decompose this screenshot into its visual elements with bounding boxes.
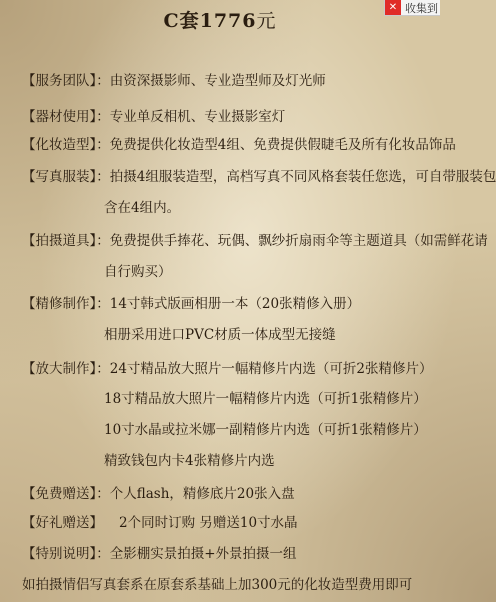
row-note-text: 全影棚实景拍摄+外景拍摄一组 bbox=[109, 546, 297, 562]
row-enlarge-line: 24寸精品放大照片一幅精修片内选（可折2张精修片） bbox=[109, 361, 433, 377]
package-title bbox=[0, 6, 440, 33]
collect-icon: ✕ bbox=[385, 0, 401, 15]
row-album-text: 14寸韩式版画相册一本（20张精修入册） bbox=[109, 296, 361, 312]
row-gift-label: 【好礼赠送】 bbox=[22, 515, 103, 531]
collect-badge[interactable] bbox=[384, 0, 440, 16]
row-costume bbox=[22, 168, 496, 186]
package-title-unit: 元 bbox=[256, 10, 277, 32]
row-makeup-text: 免费提供化妆造型4组、免费提供假睫毛及所有化妆品饰品 bbox=[109, 137, 456, 153]
row-makeup bbox=[22, 136, 456, 154]
row-gift-text: 2个同时订购 另赠送10寸水晶 bbox=[119, 515, 298, 531]
row-costume-label: 【写真服装】： bbox=[22, 169, 110, 185]
row-note-label: 【特别说明】： bbox=[22, 546, 110, 562]
row-album-cont: 相册采用进口PVC材质一体成型无接缝 bbox=[104, 327, 336, 343]
row-equipment-label: 【器材使用】： bbox=[22, 109, 110, 125]
row-enlarge-line: 10寸水晶或拉米娜一副精修片内选（可折1张精修片） bbox=[104, 422, 427, 438]
row-props-text: 免费提供手捧花、玩偶、飘纱折扇雨伞等主题道具（如需鲜花请 bbox=[109, 233, 488, 249]
row-free-gift-label: 【免费赠送】： bbox=[22, 486, 110, 502]
row-enlarge-label: 【放大制作】： bbox=[22, 361, 110, 377]
row-props-label: 【拍摄道具】： bbox=[22, 233, 110, 249]
row-album-label: 【精修制作】： bbox=[22, 296, 110, 312]
row-costume-cont: 含在4组内。 bbox=[104, 200, 181, 216]
row-equipment bbox=[22, 108, 285, 126]
row-enlarge-line: 精致钱包内卡4张精修片内选 bbox=[104, 453, 275, 469]
row-free-gift bbox=[22, 485, 295, 503]
row-enlarge bbox=[22, 360, 433, 378]
row-enlarge-line: 18寸精品放大照片一幅精修片内选（可折1张精修片） bbox=[104, 391, 427, 407]
row-service-label: 【服务团队】： bbox=[22, 73, 110, 89]
row-props-cont: 自行购买） bbox=[104, 264, 172, 280]
row-makeup-label: 【化妆造型】： bbox=[22, 137, 110, 153]
row-service-text: 由资深摄影师、专业造型师及灯光师 bbox=[109, 73, 326, 89]
package-title-main: C套1776 bbox=[163, 10, 257, 32]
collect-badge-text: 收集到 bbox=[405, 1, 438, 15]
footer-note: 如拍摄情侣写真套系在原套系基础上加300元的化妆造型费用即可 bbox=[22, 577, 413, 593]
row-costume-text: 拍摄4组服装造型，高档写真不同风格套装任您选，可自带服装包 bbox=[109, 169, 496, 185]
row-gift bbox=[22, 514, 298, 532]
row-free-gift-text: 个人flash，精修底片20张入盘 bbox=[109, 486, 295, 502]
row-service bbox=[22, 72, 326, 90]
row-album bbox=[22, 295, 360, 313]
row-props bbox=[22, 232, 488, 250]
row-equipment-text: 专业单反相机、专业摄影室灯 bbox=[109, 109, 286, 125]
row-note bbox=[22, 545, 297, 563]
